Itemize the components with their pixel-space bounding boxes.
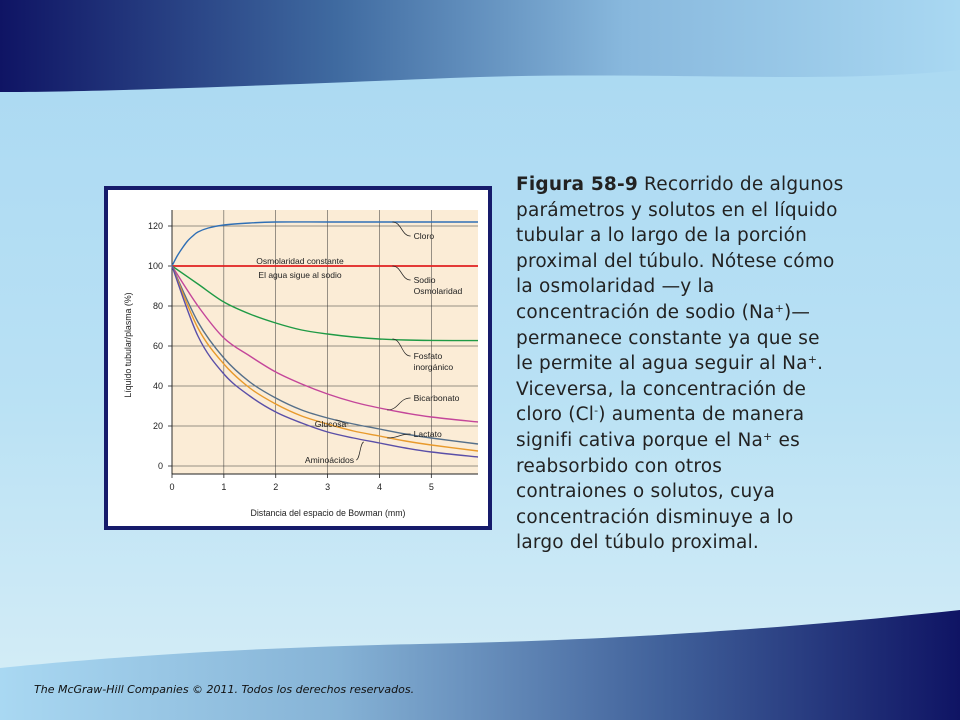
bottom-wave-band bbox=[0, 610, 960, 720]
superscript: - bbox=[594, 404, 599, 418]
y-tick-label: 100 bbox=[147, 261, 163, 271]
figure-frame bbox=[104, 186, 492, 530]
caption-line: . bbox=[817, 353, 824, 375]
caption-line: signifi cativa porque el Na bbox=[516, 429, 764, 451]
caption-line: cloro (Cl bbox=[516, 404, 595, 426]
caption-line: contraiones o solutos, cuya bbox=[516, 481, 776, 503]
series-label-bicarbonato: Bicarbonato bbox=[413, 393, 460, 403]
y-tick-label: 80 bbox=[152, 301, 163, 311]
caption-line: permanece constante ya que se bbox=[516, 327, 820, 349]
caption-line: concentración disminuye a lo bbox=[516, 506, 794, 528]
top-wave-band bbox=[0, 0, 960, 92]
caption-line: tubular a lo largo de la porción bbox=[516, 225, 808, 247]
y-tick-label: 0 bbox=[157, 461, 163, 471]
x-tick-label: 2 bbox=[273, 482, 279, 492]
superscript: + bbox=[774, 301, 784, 315]
series-label-fosfato-inorganico: inorgánico bbox=[413, 362, 454, 372]
x-tick-label: 1 bbox=[221, 482, 227, 492]
caption-line: ) aumenta de manera bbox=[598, 404, 805, 426]
x-axis-label: Distancia del espacio de Bowman (mm) bbox=[250, 508, 406, 518]
figure-caption bbox=[516, 172, 876, 556]
copyright-footer: The McGraw-Hill Companies © 2011. Todos los derechos reservados. bbox=[34, 683, 415, 696]
caption-line: reabsorbido con otros bbox=[516, 455, 723, 477]
line-chart bbox=[108, 190, 488, 526]
caption-line: parámetros y solutos en el líquido bbox=[516, 199, 838, 221]
caption-line: es bbox=[772, 429, 800, 451]
caption-line: la osmolaridad —y la bbox=[516, 276, 715, 298]
x-tick-label: 3 bbox=[325, 482, 331, 492]
x-tick-label: 5 bbox=[428, 482, 434, 492]
x-tick-label: 4 bbox=[376, 482, 382, 492]
caption-line: concentración de sodio (Na bbox=[516, 301, 775, 323]
caption-line: Viceversa, la concentración de bbox=[516, 378, 807, 400]
series-label-glucosa: Glucosa bbox=[314, 419, 347, 429]
annotation-line-2: El agua sigue al sodio bbox=[258, 270, 342, 280]
caption-line: )— bbox=[784, 301, 811, 323]
annotation-line-1: Osmolaridad constante bbox=[256, 256, 344, 266]
y-tick-label: 60 bbox=[152, 341, 163, 351]
series-label-sodio-osmolaridad: Osmolaridad bbox=[413, 286, 463, 296]
series-label-cloro: Cloro bbox=[413, 231, 435, 241]
series-label-sodio-osmolaridad: Sodio bbox=[413, 275, 436, 285]
superscript: + bbox=[763, 429, 773, 443]
caption-line: proximal del túbulo. Nótese cómo bbox=[516, 250, 835, 272]
figure-label: Figura 58-9 bbox=[516, 174, 638, 195]
y-tick-label: 40 bbox=[152, 381, 163, 391]
superscript: + bbox=[807, 353, 818, 367]
caption-line: largo del túbulo proximal. bbox=[516, 532, 759, 554]
y-axis-label: Líquido tubular/plasma (%) bbox=[123, 292, 133, 398]
series-label-aminoacidos: Aminoácidos bbox=[304, 455, 355, 465]
series-label-fosfato-inorganico: Fosfato bbox=[413, 351, 443, 361]
y-tick-label: 120 bbox=[147, 221, 163, 231]
x-tick-label: 0 bbox=[169, 482, 175, 492]
y-tick-label: 20 bbox=[152, 421, 163, 431]
caption-line: Recorrido de algunos bbox=[637, 174, 844, 195]
caption-line: le permite al agua seguir al Na bbox=[516, 353, 808, 375]
series-label-lactato: Lactato bbox=[413, 429, 442, 439]
